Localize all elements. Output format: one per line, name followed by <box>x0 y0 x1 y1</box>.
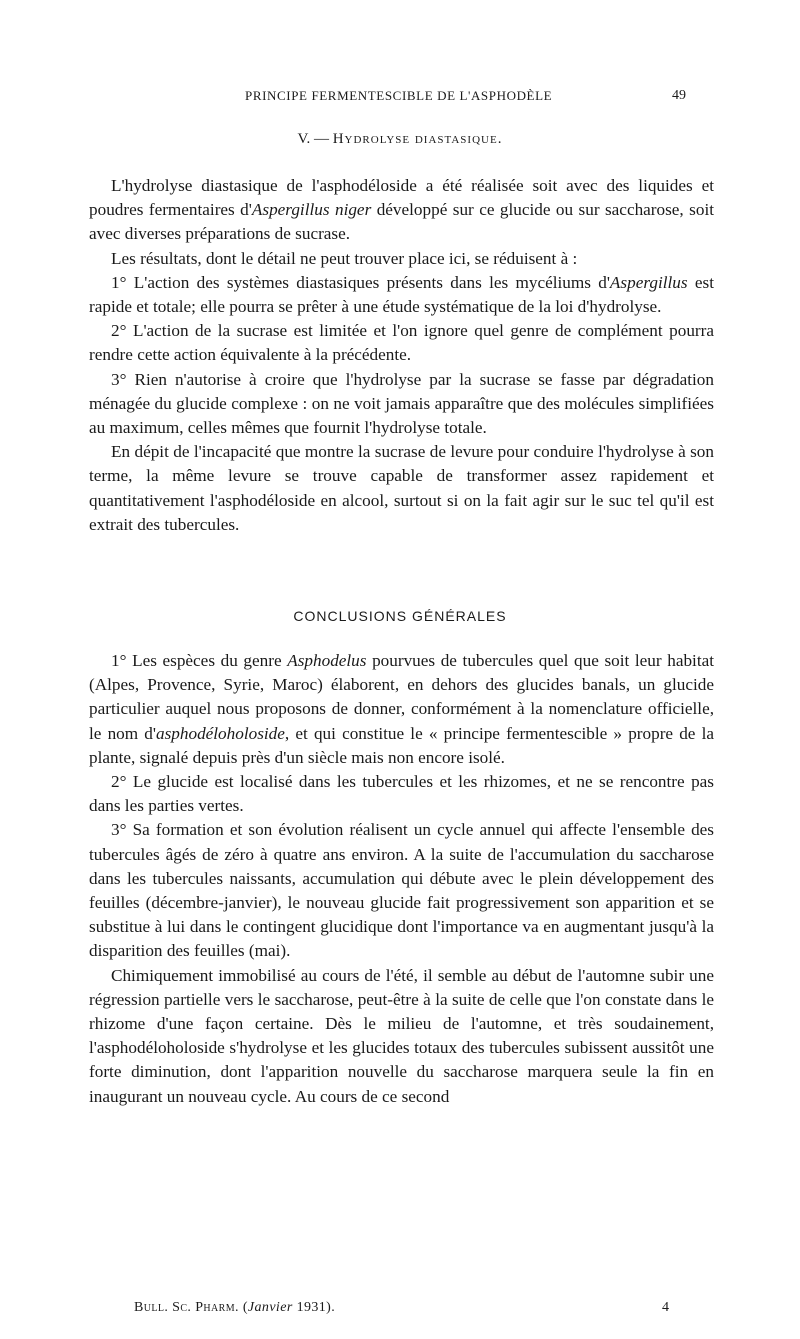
paragraph: 3° Sa formation et son évolution réalisent un cycle annuel qui affecte l'ensemble des tubercules âgés de zéro à quatre ans environ. A la suite de l'accumulation du saccharose dans les tubercules naissants, accumulation qui débute avec le plein développement des feuilles (décembre-janvier), le nouveau glucide fait progressivement son apparition et se substitue à lui dans le contingent glucidique dont l'importance va en augmentant jusqu'à la disparition des feuilles (mai). <box>89 820 714 961</box>
conclusions-body <box>89 649 714 1109</box>
paragraph: En dépit de l'incapacité que montre la sucrase de levure pour conduire l'hydrolyse à son terme, la même levure se trouve capable de transformer assez rapidement et quantitativement l'asphodéloside en alcool, surtout si on la fait agir sur le suc tel qu'il est extrait des tubercules. <box>89 442 714 534</box>
paragraph: 2° Le glucide est localisé dans les tubercules et les rhizomes, et ne se rencontre pas dans les parties vertes. <box>89 772 714 816</box>
section-numeral: V. — <box>297 131 329 147</box>
section-title: Hydrolyse diastasique. <box>332 131 503 147</box>
page-number: 49 <box>672 88 686 103</box>
section-heading <box>0 131 800 148</box>
running-title: PRINCIPE FERMENTESCIBLE DE L'ASPHODÈLE <box>245 88 553 103</box>
hydrolysis-section-body <box>89 174 714 537</box>
issue-month: Janvier <box>247 1300 293 1315</box>
paragraph: L'hydrolyse diastasique de l'asphodéloside a été réalisée soit avec des liquides et poudres fermentaires d'Aspergillus niger développé sur ce glucide ou sur saccharose, soit avec diverses préparations de sucrase. <box>89 176 714 244</box>
page-footer <box>0 1300 800 1320</box>
paragraph: 2° L'action de la sucrase est limitée et l'on ignore quel genre de complément pourra rendre cette action équivalente à la précédente. <box>89 321 714 365</box>
paragraph: Chimiquement immobilisé au cours de l'été, il semble au début de l'automne subir une régression partielle vers le saccharose, peut-être à la suite de celle que l'on constate dans le rhizome d'une façon certaine. Dès le milieu de l'automne, et très soudainement, l'asphodéloholoside s'hydrolyse et les glucides totaux des tubercules subissent aussitôt une forte diminution, dont l'apparition nouvelle du saccharose marquera seule la fin en inaugurant un nouveau cycle. Au cours de ce second <box>89 965 714 1106</box>
paragraph: 1° Les espèces du genre Asphodelus pourvues de tubercules quel que soit leur habitat (Alpes, Provence, Syrie, Maroc) élaborent, en dehors des glucides banals, un glucide particulier auquel nous proposons de donner, conformément à la nomenclature officielle, le nom d'asphodéloholoside, et qui constitue le « principe fermentescible » propre de la plante, signalé depuis près d'un siècle mais non encore isolé. <box>89 651 715 767</box>
signature-mark: 4 <box>662 1300 669 1315</box>
running-head <box>0 88 800 108</box>
paragraph: Les résultats, dont le détail ne peut trouver place ici, se réduisent à : <box>111 248 578 268</box>
journal-name: Bull. Sc. Pharm. <box>134 1300 239 1315</box>
journal-citation: Bull. Sc. Pharm. (Janvier 1931). <box>134 1300 336 1315</box>
conclusions-heading: CONCLUSIONS GÉNÉRALES <box>293 608 507 624</box>
paragraph: 3° Rien n'autorise à croire que l'hydrolyse par la sucrase se fasse par dégradation ménagée du glucide complexe : on ne voit jamais apparaître que des molécules simplifiées au maximum, celles mêmes que fournit l'hydrolyse totale. <box>89 369 714 438</box>
paragraph: 1° L'action des systèmes diastasiques présents dans les mycéliums d'Aspergillus est rapide et totale; elle pourra se prêter à une étude systématique de la loi d'hydrolyse. <box>89 272 714 317</box>
